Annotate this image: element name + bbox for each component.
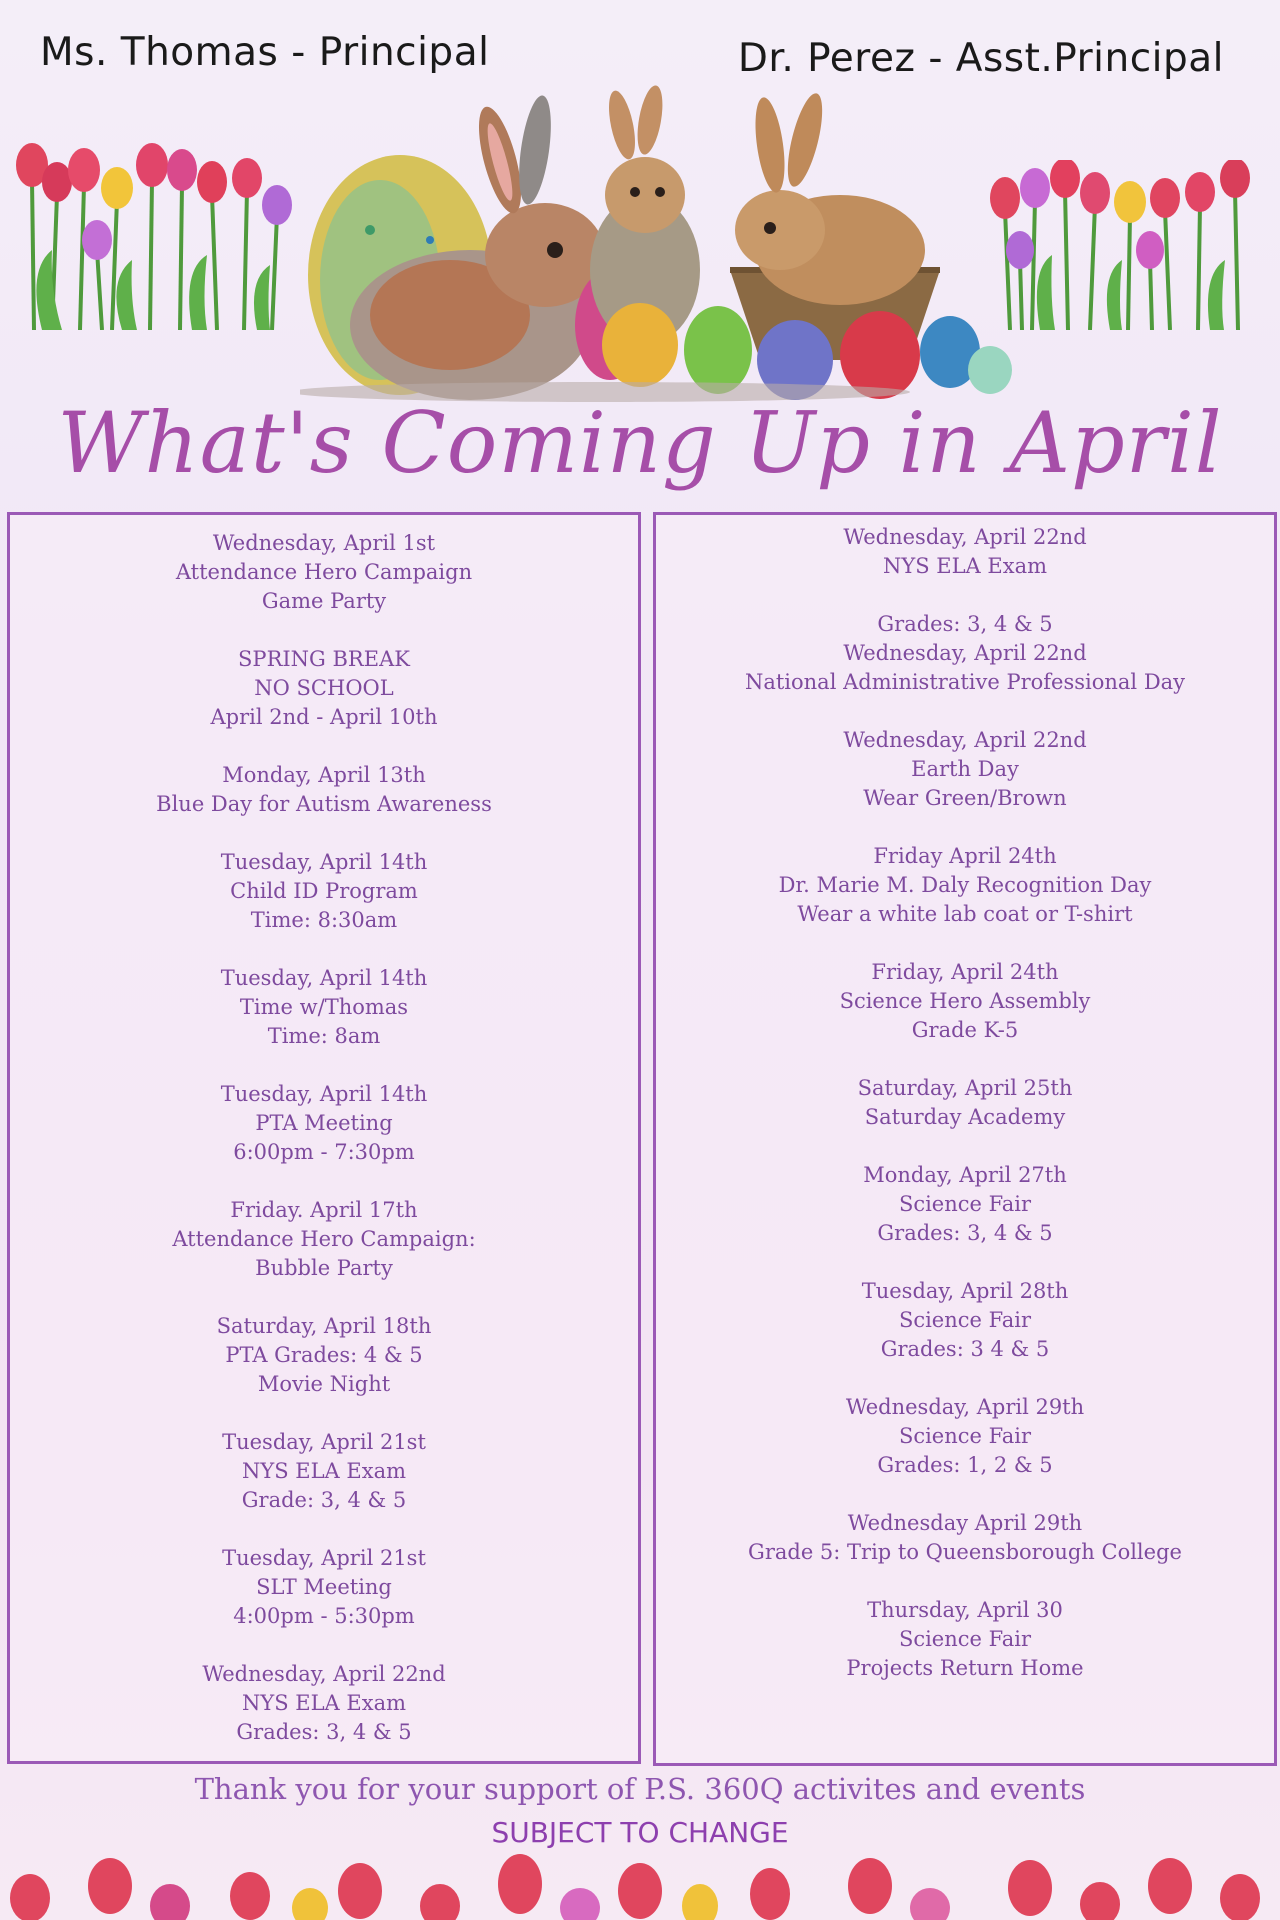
event-date: Monday, April 27th: [863, 1163, 1067, 1187]
event-detail: Wednesday, April 22nd: [843, 641, 1087, 665]
event-detail: Saturday Academy: [864, 1105, 1066, 1129]
event-date: Grades: 3, 4 & 5: [877, 612, 1053, 636]
event-date: Wednesday, April 22nd: [843, 728, 1087, 752]
event-block: [656, 726, 1274, 813]
event-block: [10, 1428, 638, 1515]
event-block: [10, 529, 638, 616]
event-block: [10, 964, 638, 1051]
event-detail: Grade: 3, 4 & 5: [241, 1488, 407, 1512]
event-detail: Game Party: [261, 589, 387, 613]
event-block: [656, 1277, 1274, 1364]
event-detail: Dr. Marie M. Daly Recognition Day: [778, 873, 1152, 897]
event-detail: SLT Meeting: [256, 1575, 392, 1599]
event-block: [10, 761, 638, 819]
event-block: [10, 1660, 638, 1747]
event-date: Friday. April 17th: [230, 1198, 418, 1222]
event-detail: NO SCHOOL: [254, 676, 394, 700]
event-detail: PTA Grades: 4 & 5: [225, 1343, 423, 1367]
event-block: [656, 1509, 1274, 1567]
event-date: Friday April 24th: [873, 844, 1057, 868]
event-date: Tuesday, April 21st: [222, 1430, 426, 1454]
asst-principal-name: Dr. Perez - Asst.Principal: [737, 36, 1224, 81]
event-detail: NYS ELA Exam: [241, 1459, 407, 1483]
event-block: [10, 1544, 638, 1631]
event-detail: Attendance Hero Campaign: [175, 560, 473, 584]
event-date: SPRING BREAK: [238, 647, 410, 671]
event-detail: 6:00pm - 7:30pm: [233, 1140, 415, 1164]
event-detail: Wear Green/Brown: [863, 786, 1067, 810]
event-block: [10, 1196, 638, 1283]
event-detail: Time: 8am: [267, 1024, 381, 1048]
event-date: Tuesday, April 14th: [220, 850, 428, 874]
event-detail: Grade 5: Trip to Queensborough College: [748, 1540, 1182, 1564]
event-detail: 4:00pm - 5:30pm: [233, 1604, 415, 1628]
event-detail: Science Fair: [898, 1627, 1032, 1651]
event-date: Saturday, April 18th: [216, 1314, 432, 1338]
event-block: [10, 848, 638, 935]
event-detail: Time w/Thomas: [239, 995, 409, 1019]
event-detail: Earth Day: [911, 757, 1019, 781]
event-detail: Science Fair: [898, 1424, 1032, 1448]
bunnies-eggs-art: [300, 80, 1020, 410]
event-block: [656, 1161, 1274, 1248]
tulips-bottom-art: [0, 1836, 1280, 1920]
event-detail: Attendance Hero Campaign:: [172, 1227, 476, 1251]
event-date: Thursday, April 30: [867, 1598, 1063, 1622]
event-date: Tuesday, April 21st: [222, 1546, 426, 1570]
event-block: [656, 523, 1274, 581]
event-date: Wednesday, April 1st: [212, 531, 436, 555]
event-detail: Grades: 1, 2 & 5: [877, 1453, 1053, 1477]
event-detail: Child ID Program: [230, 879, 418, 903]
event-block: [10, 1080, 638, 1167]
footer-thanks-text: Thank you for your support of P.S. 360Q activites and events: [194, 1772, 1086, 1806]
event-date: Tuesday, April 14th: [220, 966, 428, 990]
event-detail: NYS ELA Exam: [882, 554, 1048, 578]
event-date: Tuesday, April 28th: [861, 1279, 1069, 1303]
right-events-column: [653, 512, 1277, 1766]
event-block: [656, 842, 1274, 929]
event-detail: National Administrative Professional Day: [744, 670, 1186, 694]
event-detail: Science Fair: [898, 1192, 1032, 1216]
event-detail: Science Fair: [898, 1308, 1032, 1332]
event-detail: Time: 8:30am: [250, 908, 398, 932]
subject-to-change-notice: SUBJECT TO CHANGE: [491, 1816, 789, 1849]
event-detail: Science Hero Assembly: [839, 989, 1091, 1013]
event-date: Wednesday, April 29th: [845, 1395, 1085, 1419]
tulips-left-art: [12, 140, 302, 330]
event-date: Wednesday, April 22nd: [202, 1662, 446, 1686]
event-date: Wednesday April 29th: [847, 1511, 1083, 1535]
event-detail: NYS ELA Exam: [241, 1691, 407, 1715]
event-detail: Wear a white lab coat or T-shirt: [797, 902, 1133, 926]
event-detail: Bubble Party: [255, 1256, 393, 1280]
event-block: [10, 645, 638, 732]
event-date: Friday, April 24th: [871, 960, 1059, 984]
event-detail: Projects Return Home: [846, 1656, 1084, 1680]
event-detail: Movie Night: [257, 1372, 391, 1396]
event-block: [656, 958, 1274, 1045]
page-title: What's Coming Up in April: [57, 394, 1223, 492]
event-date: Saturday, April 25th: [857, 1076, 1073, 1100]
event-block: [656, 1596, 1274, 1683]
principal-name: Ms. Thomas - Principal: [40, 30, 490, 75]
event-block: [656, 1393, 1274, 1480]
event-date: Wednesday, April 22nd: [843, 525, 1087, 549]
event-detail: Grades: 3, 4 & 5: [236, 1720, 412, 1744]
event-detail: Grades: 3, 4 & 5: [877, 1221, 1053, 1245]
event-detail: Grade K-5: [911, 1018, 1019, 1042]
tulips-right-art: [980, 160, 1270, 330]
left-events-column: [7, 512, 641, 1764]
event-detail: Grades: 3 4 & 5: [880, 1337, 1050, 1361]
event-detail: PTA Meeting: [255, 1111, 393, 1135]
event-date: Tuesday, April 14th: [220, 1082, 428, 1106]
event-detail: April 2nd - April 10th: [210, 705, 438, 729]
event-block: [10, 1312, 638, 1399]
event-date: Monday, April 13th: [222, 763, 426, 787]
event-detail: Blue Day for Autism Awareness: [156, 792, 492, 816]
event-block: [656, 610, 1274, 697]
event-block: [656, 1074, 1274, 1132]
